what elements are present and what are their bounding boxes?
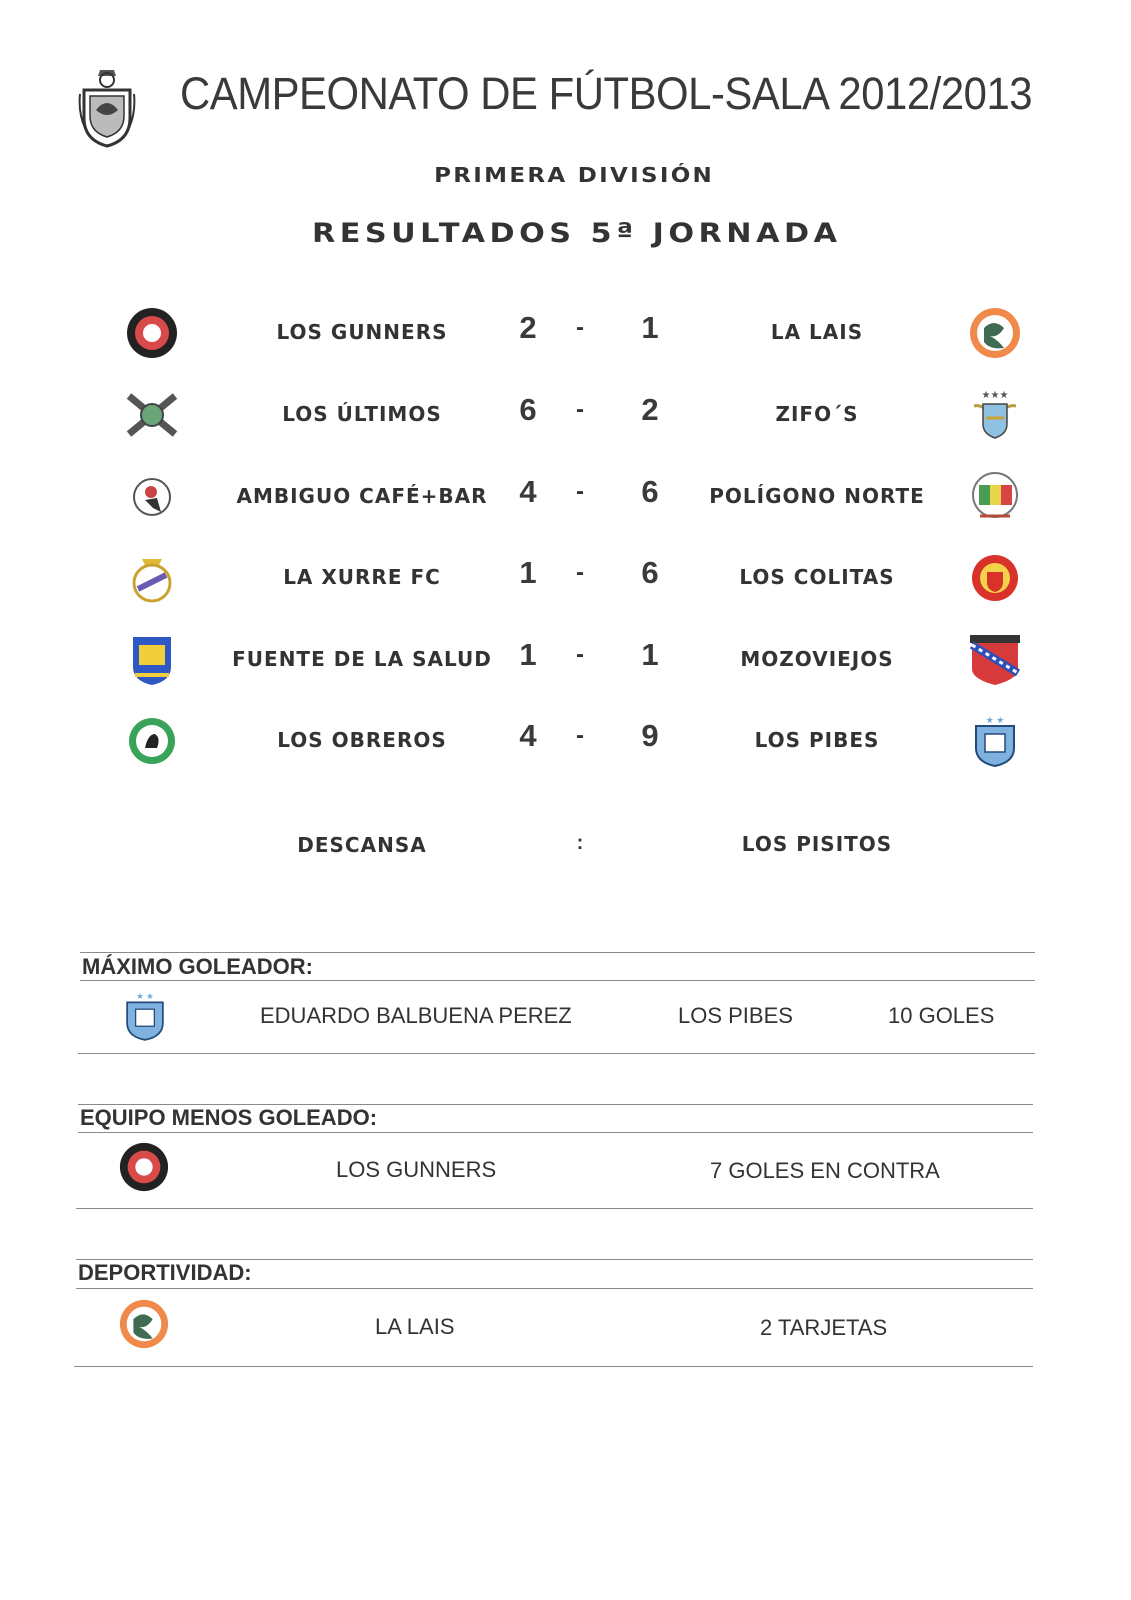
fair-play-detail: 2 TARJETAS bbox=[760, 1315, 888, 1340]
away-team: ZIFO´S bbox=[775, 402, 859, 426]
match-row bbox=[0, 551, 1131, 621]
pibes-crest-icon bbox=[968, 714, 1022, 768]
la-lais-crest-icon bbox=[968, 306, 1022, 360]
divider bbox=[76, 1208, 1033, 1209]
divider bbox=[80, 980, 1035, 981]
away-team: MOZOVIEJOS bbox=[740, 647, 894, 671]
top-scorer-goals: 10 GOLES bbox=[888, 1003, 995, 1028]
home-goals: 1 bbox=[519, 637, 537, 672]
top-scorer-heading: MÁXIMO GOLEADOR: bbox=[82, 954, 313, 979]
divider bbox=[74, 1366, 1033, 1367]
zifos-crest-icon bbox=[968, 388, 1022, 442]
divider bbox=[76, 1288, 1033, 1289]
divider bbox=[78, 1053, 1035, 1054]
pibes-crest-icon bbox=[122, 987, 168, 1045]
ultimos-crest-icon bbox=[125, 388, 179, 442]
la-lais-crest-icon bbox=[118, 1298, 170, 1350]
svg-text:★★★: ★★★ bbox=[981, 390, 1009, 401]
poligono-norte-crest-icon bbox=[968, 470, 1022, 524]
svg-text:★ ★: ★ ★ bbox=[985, 715, 1005, 725]
rest-team: LOS PISITOS bbox=[741, 832, 893, 856]
ambiguo-crest-icon bbox=[125, 470, 179, 524]
divider bbox=[78, 1132, 1033, 1133]
match-row bbox=[0, 306, 1131, 376]
fair-play-team: LA LAIS bbox=[375, 1314, 455, 1339]
least-conceded-team: LOS GUNNERS bbox=[336, 1157, 497, 1182]
score-separator: - bbox=[576, 478, 584, 505]
mozoviejos-crest-icon bbox=[968, 633, 1022, 687]
match-row bbox=[0, 470, 1131, 540]
home-team: LOS OBREROS bbox=[277, 728, 447, 752]
match-row bbox=[0, 388, 1131, 458]
away-team: LOS COLITAS bbox=[739, 565, 895, 589]
top-scorer-name: EDUARDO BALBUENA PEREZ bbox=[260, 1003, 572, 1028]
gunners-crest-icon bbox=[118, 1141, 170, 1193]
obreros-crest-icon bbox=[125, 714, 179, 768]
home-goals: 4 bbox=[519, 718, 537, 753]
away-goals: 1 bbox=[641, 637, 659, 672]
divider bbox=[80, 952, 1035, 953]
away-team: LOS PIBES bbox=[754, 728, 880, 752]
score-separator: - bbox=[576, 722, 584, 749]
gunners-crest-icon bbox=[125, 306, 179, 360]
away-goals: 9 bbox=[641, 718, 659, 753]
match-row bbox=[0, 633, 1131, 703]
home-goals: 4 bbox=[519, 474, 537, 509]
colitas-crest-icon bbox=[968, 551, 1022, 605]
division-subtitle: PRIMERA DIVISIÓN bbox=[434, 163, 715, 187]
round-results-heading: RESULTADOS 5ª JORNADA bbox=[311, 218, 842, 249]
town-coat-of-arms-icon bbox=[78, 66, 136, 148]
top-scorer-team: LOS PIBES bbox=[678, 1003, 793, 1028]
rest-separator: : bbox=[576, 832, 584, 854]
home-team: LOS GUNNERS bbox=[276, 320, 448, 344]
away-goals: 6 bbox=[641, 555, 659, 590]
home-team: AMBIGUO CAFÉ+BAR bbox=[236, 484, 488, 508]
home-team: LOS ÚLTIMOS bbox=[282, 402, 442, 426]
away-goals: 2 bbox=[641, 392, 659, 427]
page-title: CAMPEONATO DE FÚTBOL-SALA 2012/2013 bbox=[180, 68, 1033, 119]
score-separator: - bbox=[576, 559, 584, 586]
away-team: POLÍGONO NORTE bbox=[709, 484, 925, 508]
score-separator: - bbox=[576, 314, 584, 341]
least-conceded-heading: EQUIPO MENOS GOLEADO: bbox=[80, 1105, 378, 1130]
away-goals: 1 bbox=[641, 310, 659, 345]
fair-play-heading: DEPORTIVIDAD: bbox=[78, 1260, 252, 1285]
home-goals: 2 bbox=[519, 310, 537, 345]
away-goals: 6 bbox=[641, 474, 659, 509]
xurre-crest-icon bbox=[125, 551, 179, 605]
fuente-salud-crest-icon bbox=[125, 633, 179, 687]
rest-label: DESCANSA bbox=[297, 833, 427, 857]
home-team: LA XURRE FC bbox=[283, 565, 441, 589]
svg-text:★ ★: ★ ★ bbox=[136, 990, 154, 1001]
least-conceded-detail: 7 GOLES EN CONTRA bbox=[710, 1158, 940, 1183]
home-goals: 6 bbox=[519, 392, 537, 427]
match-row bbox=[0, 714, 1131, 784]
score-separator: - bbox=[576, 396, 584, 423]
away-team: LA LAIS bbox=[770, 320, 864, 344]
home-goals: 1 bbox=[519, 555, 537, 590]
home-team: FUENTE DE LA SALUD bbox=[232, 647, 492, 671]
score-separator: - bbox=[576, 641, 584, 668]
